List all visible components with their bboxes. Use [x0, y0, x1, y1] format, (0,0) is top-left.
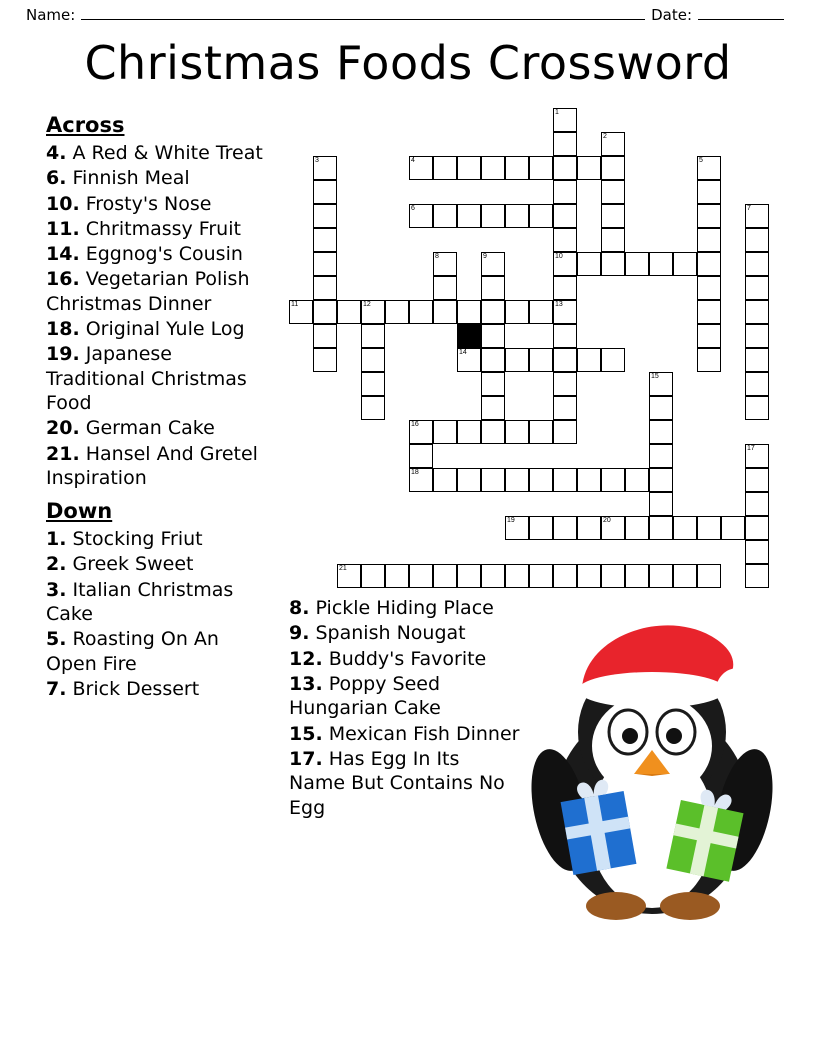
grid-cell[interactable] [601, 468, 625, 492]
clue-number: 4. [46, 141, 67, 164]
grid-cell[interactable] [601, 156, 625, 180]
grid-cell[interactable] [505, 564, 529, 588]
clue-down-17 [289, 747, 521, 820]
grid-cell[interactable] [697, 228, 721, 252]
grid-cell[interactable] [745, 348, 769, 372]
grid-cell[interactable] [481, 252, 505, 276]
clue-number: 5. [46, 628, 67, 651]
grid-cell[interactable] [505, 156, 529, 180]
name-write-line[interactable] [81, 19, 645, 20]
clue-text: Frosty's Nose [85, 192, 212, 215]
name-label: Name: [26, 6, 76, 24]
clue-text: Japanese Traditional Christmas Food [46, 343, 247, 414]
clue-text: Finnish Meal [72, 167, 190, 190]
grid-cell[interactable] [553, 324, 577, 348]
grid-cell[interactable] [313, 276, 337, 300]
grid-cell[interactable] [505, 516, 529, 540]
grid-cell[interactable] [409, 468, 433, 492]
grid-cell[interactable] [505, 348, 529, 372]
grid-cell[interactable] [457, 156, 481, 180]
clue-text: Has Egg In Its Name But Contains No Egg [289, 747, 505, 819]
grid-cell[interactable] [481, 396, 505, 420]
grid-cell[interactable] [625, 564, 649, 588]
grid-cell[interactable] [649, 516, 673, 540]
clue-down-1 [46, 527, 268, 551]
grid-cell[interactable] [745, 324, 769, 348]
clue-number: 20. [46, 417, 80, 440]
grid-cell[interactable] [481, 420, 505, 444]
grid-cell[interactable] [553, 300, 577, 324]
grid-cell[interactable] [745, 516, 769, 540]
clue-number: 13. [289, 672, 323, 695]
date-label: Date: [651, 6, 692, 24]
grid-cell[interactable] [601, 252, 625, 276]
grid-cell[interactable] [433, 300, 457, 324]
clue-text: Vegetarian Polish Christmas Dinner [46, 268, 250, 315]
grid-cell-number: 15 [651, 373, 659, 380]
clue-number: 1. [46, 528, 67, 551]
page-title: Christmas Foods Crossword [84, 36, 732, 90]
grid-cell[interactable] [409, 156, 433, 180]
grid-cell[interactable] [553, 180, 577, 204]
grid-cell[interactable] [337, 300, 361, 324]
grid-cell[interactable] [313, 228, 337, 252]
grid-cell[interactable] [601, 228, 625, 252]
grid-cell[interactable] [361, 396, 385, 420]
clue-across-6 [46, 166, 268, 190]
clue-across-16 [46, 267, 268, 316]
clue-down-12 [289, 647, 521, 671]
grid-cell[interactable] [553, 516, 577, 540]
grid-cell[interactable] [625, 468, 649, 492]
grid-cell[interactable] [313, 348, 337, 372]
grid-cell[interactable] [529, 564, 553, 588]
grid-cell[interactable] [481, 324, 505, 348]
clue-text: Chritmassy Fruit [85, 217, 241, 240]
grid-cell[interactable] [745, 276, 769, 300]
grid-cell[interactable] [697, 180, 721, 204]
grid-cell[interactable] [553, 276, 577, 300]
grid-cell-blocked [457, 324, 481, 348]
clue-text: Spanish Nougat [315, 622, 466, 645]
grid-cell[interactable] [313, 180, 337, 204]
grid-cell[interactable] [457, 300, 481, 324]
grid-cell[interactable] [553, 108, 577, 132]
grid-cell[interactable] [649, 420, 673, 444]
clue-text: Italian Christmas Cake [46, 578, 234, 626]
clue-number: 9. [289, 622, 310, 645]
grid-cell[interactable] [337, 564, 361, 588]
grid-cell[interactable] [553, 252, 577, 276]
grid-cell[interactable] [553, 420, 577, 444]
clue-across-19 [46, 342, 268, 415]
grid-cell-number: 20 [603, 517, 611, 524]
grid-cell[interactable] [529, 516, 553, 540]
clue-number: 2. [46, 553, 67, 576]
grid-cell[interactable] [409, 204, 433, 228]
across-heading: Across [46, 113, 125, 137]
grid-cell[interactable] [649, 396, 673, 420]
grid-cell[interactable] [601, 348, 625, 372]
clue-text: A Red & White Treat [72, 141, 263, 164]
grid-cell[interactable] [553, 228, 577, 252]
clue-text: Stocking Friut [72, 528, 203, 551]
clue-number: 16. [46, 268, 80, 291]
grid-cell[interactable] [601, 516, 625, 540]
grid-cell[interactable] [697, 324, 721, 348]
grid-cell[interactable] [433, 276, 457, 300]
grid-cell[interactable] [529, 468, 553, 492]
grid-cell[interactable] [457, 420, 481, 444]
grid-cell[interactable] [457, 564, 481, 588]
grid-cell[interactable] [361, 324, 385, 348]
grid-cell-number: 6 [411, 205, 415, 212]
clue-number: 12. [289, 647, 323, 670]
grid-cell[interactable] [577, 564, 601, 588]
grid-cell[interactable] [505, 204, 529, 228]
grid-cell[interactable] [481, 564, 505, 588]
grid-cell-number: 5 [699, 157, 703, 164]
grid-cell-number: 17 [747, 445, 755, 452]
clue-across-20 [46, 416, 268, 440]
grid-cell-number: 16 [411, 421, 419, 428]
clue-number: 11. [46, 217, 80, 240]
grid-cell[interactable] [601, 132, 625, 156]
crossword-grid[interactable] [289, 108, 777, 588]
grid-cell[interactable] [361, 372, 385, 396]
grid-cell[interactable] [433, 204, 457, 228]
grid-cell[interactable] [745, 252, 769, 276]
grid-cell[interactable] [433, 468, 457, 492]
grid-cell[interactable] [649, 252, 673, 276]
grid-cell[interactable] [577, 516, 601, 540]
grid-cell[interactable] [745, 396, 769, 420]
grid-cell-number: 8 [435, 253, 439, 260]
clue-text: Eggnog's Cousin [85, 243, 243, 266]
clue-down-2 [46, 552, 268, 576]
grid-cell-number: 1 [555, 109, 559, 116]
grid-cell[interactable] [697, 252, 721, 276]
clue-across-21 [46, 442, 268, 491]
clue-down-3 [46, 578, 268, 627]
clue-across-18 [46, 317, 268, 341]
grid-cell-number: 10 [555, 253, 563, 260]
clues-column-right [289, 596, 521, 821]
grid-cell[interactable] [697, 348, 721, 372]
grid-cell[interactable] [553, 204, 577, 228]
grid-cell[interactable] [649, 492, 673, 516]
clue-across-11 [46, 217, 268, 241]
grid-cell[interactable] [625, 252, 649, 276]
grid-cell[interactable] [529, 204, 553, 228]
clue-down-8 [289, 596, 521, 620]
grid-cell[interactable] [481, 300, 505, 324]
grid-cell[interactable] [553, 156, 577, 180]
grid-cell[interactable] [457, 348, 481, 372]
grid-cell[interactable] [385, 300, 409, 324]
grid-cell[interactable] [649, 372, 673, 396]
grid-cell[interactable] [553, 348, 577, 372]
grid-cell[interactable] [433, 564, 457, 588]
grid-cell[interactable] [721, 516, 745, 540]
clue-across-14 [46, 242, 268, 266]
grid-cell[interactable] [313, 204, 337, 228]
clue-text: Poppy Seed Hungarian Cake [289, 672, 441, 720]
grid-cell-number: 19 [507, 517, 515, 524]
grid-cell[interactable] [457, 468, 481, 492]
clue-across-4 [46, 141, 268, 165]
clue-text: Mexican Fish Dinner [328, 722, 520, 745]
grid-cell[interactable] [649, 564, 673, 588]
grid-cell[interactable] [553, 372, 577, 396]
grid-cell[interactable] [745, 564, 769, 588]
grid-cell[interactable] [313, 252, 337, 276]
grid-cell[interactable] [553, 396, 577, 420]
grid-cell[interactable] [529, 420, 553, 444]
grid-cell[interactable] [625, 516, 649, 540]
grid-cell[interactable] [433, 252, 457, 276]
clue-text: Greek Sweet [72, 553, 194, 576]
grid-cell-number: 11 [291, 301, 299, 308]
grid-cell[interactable] [577, 468, 601, 492]
grid-cell[interactable] [361, 300, 385, 324]
date-write-line[interactable] [698, 19, 784, 20]
grid-cell[interactable] [553, 132, 577, 156]
grid-cell[interactable] [745, 300, 769, 324]
grid-cell[interactable] [481, 348, 505, 372]
clue-number: 18. [46, 318, 80, 341]
grid-cell[interactable] [697, 276, 721, 300]
clue-down-5 [46, 627, 268, 676]
grid-cell[interactable] [697, 300, 721, 324]
clue-text: Pickle Hiding Place [315, 597, 494, 619]
grid-cell[interactable] [745, 204, 769, 228]
grid-cell[interactable] [409, 564, 433, 588]
grid-cell-number: 12 [363, 301, 371, 308]
grid-cell[interactable] [505, 300, 529, 324]
clue-text: Original Yule Log [85, 318, 245, 341]
clue-number: 6. [46, 167, 67, 190]
grid-cell[interactable] [745, 540, 769, 564]
grid-cell[interactable] [385, 564, 409, 588]
clue-text: Hansel And Gretel Inspiration [46, 442, 258, 489]
grid-cell[interactable] [433, 420, 457, 444]
grid-cell[interactable] [697, 156, 721, 180]
grid-cell-number: 14 [459, 349, 467, 356]
grid-cell-number: 21 [339, 565, 347, 572]
grid-cell[interactable] [361, 564, 385, 588]
grid-cell[interactable] [601, 204, 625, 228]
grid-cell[interactable] [409, 300, 433, 324]
grid-cell-number: 4 [411, 157, 415, 164]
grid-cell[interactable] [673, 252, 697, 276]
grid-cell-number: 2 [603, 133, 607, 140]
grid-cell[interactable] [649, 468, 673, 492]
grid-cell[interactable] [481, 156, 505, 180]
grid-cell[interactable] [745, 444, 769, 468]
clue-down-9 [289, 621, 521, 645]
clue-number: 19. [46, 343, 80, 366]
clue-across-10 [46, 192, 268, 216]
clue-number: 7. [46, 678, 67, 700]
clue-number: 15. [289, 722, 323, 745]
grid-cell[interactable] [649, 444, 673, 468]
clue-number: 8. [289, 597, 310, 619]
clues-column-left [46, 112, 268, 702]
grid-cell[interactable] [745, 492, 769, 516]
grid-cell[interactable] [481, 468, 505, 492]
grid-cell[interactable] [745, 228, 769, 252]
grid-cell[interactable] [409, 444, 433, 468]
grid-cell[interactable] [289, 300, 313, 324]
grid-cell[interactable] [505, 468, 529, 492]
grid-cell[interactable] [553, 468, 577, 492]
down-heading: Down [46, 499, 113, 524]
grid-cell-number: 9 [483, 253, 487, 260]
grid-cell[interactable] [313, 156, 337, 180]
christmas-penguin-illustration [524, 614, 780, 934]
grid-cell-number: 13 [555, 301, 563, 308]
grid-cell-number: 3 [315, 157, 319, 164]
clue-text: Roasting On An Open Fire [46, 628, 219, 675]
grid-cell[interactable] [745, 372, 769, 396]
grid-cell[interactable] [577, 156, 601, 180]
grid-cell[interactable] [745, 468, 769, 492]
grid-cell[interactable] [697, 564, 721, 588]
grid-cell[interactable] [529, 156, 553, 180]
grid-cell[interactable] [553, 564, 577, 588]
grid-cell[interactable] [481, 276, 505, 300]
grid-cell[interactable] [673, 516, 697, 540]
clue-number: 10. [46, 192, 80, 215]
grid-cell[interactable] [529, 300, 553, 324]
clue-number: 21. [46, 442, 80, 465]
clue-text: German Cake [85, 417, 215, 440]
grid-cell-number: 7 [747, 205, 751, 212]
grid-cell[interactable] [481, 372, 505, 396]
grid-cell[interactable] [577, 348, 601, 372]
grid-cell[interactable] [697, 204, 721, 228]
grid-cell[interactable] [313, 300, 337, 324]
clue-number: 3. [46, 578, 67, 601]
clue-text: Buddy's Favorite [328, 647, 487, 670]
grid-cell[interactable] [313, 324, 337, 348]
grid-cell[interactable] [697, 516, 721, 540]
clue-number: 14. [46, 243, 80, 266]
grid-cell[interactable] [433, 156, 457, 180]
clue-text: Brick Dessert [72, 678, 200, 700]
grid-cell[interactable] [601, 564, 625, 588]
grid-cell[interactable] [529, 348, 553, 372]
clue-number: 17. [289, 747, 323, 770]
name-date-line [26, 6, 790, 24]
grid-cell[interactable] [505, 420, 529, 444]
grid-cell[interactable] [457, 204, 481, 228]
clue-down-15 [289, 722, 521, 746]
clue-down-7 [46, 677, 268, 701]
grid-cell[interactable] [409, 420, 433, 444]
grid-cell[interactable] [673, 564, 697, 588]
grid-cell[interactable] [577, 252, 601, 276]
grid-cell[interactable] [361, 348, 385, 372]
clue-down-13 [289, 672, 521, 721]
grid-cell[interactable] [481, 204, 505, 228]
grid-cell-number: 18 [411, 469, 419, 476]
grid-cell[interactable] [601, 180, 625, 204]
